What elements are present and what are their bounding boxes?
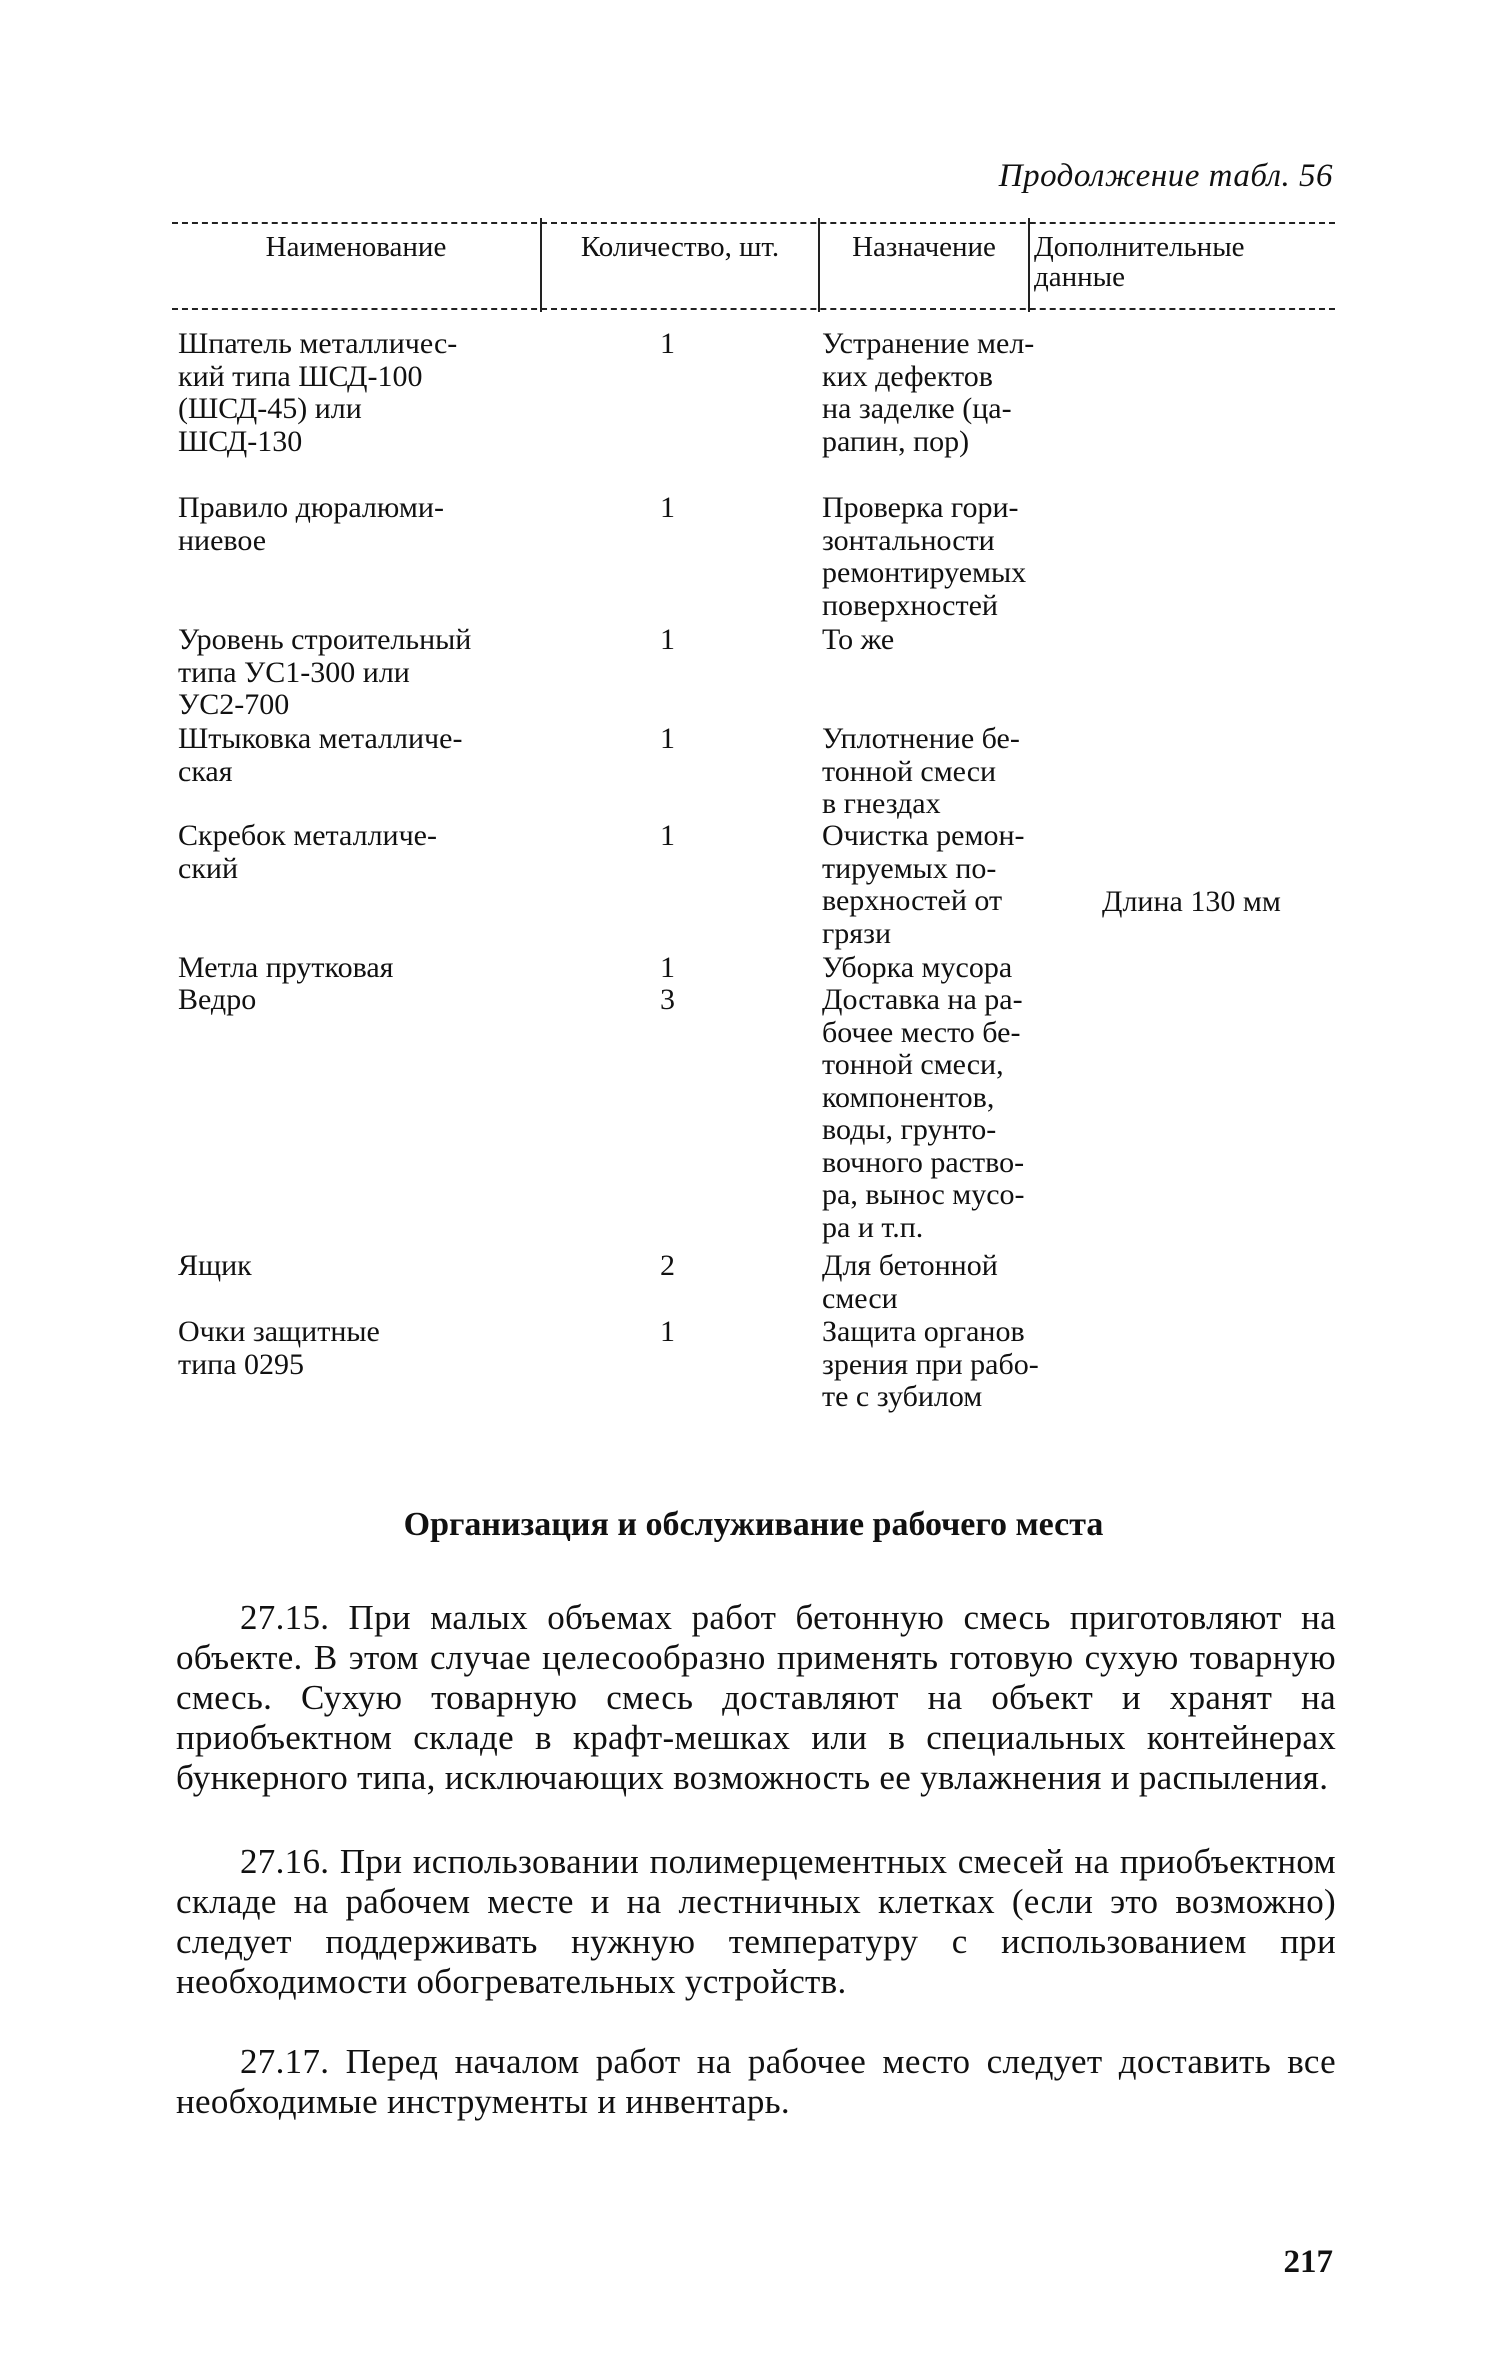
paragraph: 27.16. При использовании полимерцементных смесей на приобъектном складе на рабочем месте и на лестничных клетках (если это возможно) следует поддерживать нужную температуру с использованием при необходимости обогревательных устройств. [176,1842,1336,2001]
row-quantity-cell: 1 [660,623,675,656]
row-quantity-cell: 2 [660,1249,675,1282]
row-name-cell: Уровень строительный типа УС1-300 или УС2-700 [178,623,472,721]
row-purpose-cell: Уборка мусора [822,951,1013,984]
row-quantity-cell: 1 [660,819,675,852]
row-quantity-cell: 1 [660,327,675,360]
paragraph: 27.15. При малых объемах работ бетонную смесь приготовляют на объекте. В этом случае целесообразно применять готовую сухую товарную смесь. Сухую товарную смесь доставляют на объект и хранят на приобъектном складе в крафт-мешках или в специальных контейнерах бункерного типа, исключающих возможность ее увлажнения и распыления. [176,1598,1336,1797]
row-quantity-cell: 1 [660,722,675,755]
row-additional-cell: Длина 130 мм [1102,885,1281,918]
row-name-cell: Правило дюралюми- ниевое [178,491,444,557]
column-header-name: Наименование [265,231,447,263]
row-quantity-cell: 1 [660,1315,675,1348]
table-header-bottom-rule [172,308,1335,310]
row-purpose-cell: Устранение мел- ких дефектов на заделке (ца- рапин, пор) [822,327,1035,458]
row-quantity-cell: 1 [660,491,675,524]
row-name-cell: Шпатель металличес- кий типа ШСД-100 (ШСД-45) или ШСД-130 [178,327,458,458]
table-caption: Продолжение табл. 56 [998,158,1333,194]
column-header-quantity: Количество, шт. [580,231,780,263]
row-name-cell: Ведро [178,983,257,1016]
row-purpose-cell: Проверка гори- зонтальности ремонтируемых поверхностей [822,491,1027,622]
row-purpose-cell: То же [822,623,895,656]
table-header-top-rule [172,222,1335,224]
row-quantity-cell: 1 [660,951,675,984]
row-purpose-cell: Защита органов зрения при рабо- те с зубилом [822,1315,1039,1413]
row-purpose-cell: Для бетонной смеси [822,1249,998,1315]
header-column-divider [1028,218,1030,312]
row-name-cell: Метла прутковая [178,951,394,984]
row-name-cell: Очки защитные типа 0295 [178,1315,380,1381]
section-title: Организация и обслуживание рабочего места [403,1506,1104,1543]
row-purpose-cell: Уплотнение бе- тонной смеси в гнездах [822,722,1020,820]
row-name-cell: Ящик [178,1249,252,1282]
row-name-cell: Скребок металличе- ский [178,819,437,885]
column-header-purpose: Назначение [852,231,996,263]
row-name-cell: Штыковка металличе- ская [178,722,463,788]
column-header-additional: Дополнительные данные [1034,231,1245,293]
row-quantity-cell: 3 [660,983,675,1016]
page-number: 217 [1283,2244,1333,2280]
paragraph: 27.17. Перед началом работ на рабочее место следует доставить все необходимые инструменты и инвентарь. [176,2042,1336,2121]
row-purpose-cell: Доставка на ра- бочее место бе- тонной смеси, компонентов, воды, грунто- вочного раство- ра, вынос мусо- ра и т.п. [822,983,1025,1244]
row-purpose-cell: Очистка ремон- тируемых по- верхностей от грязи [822,819,1025,950]
